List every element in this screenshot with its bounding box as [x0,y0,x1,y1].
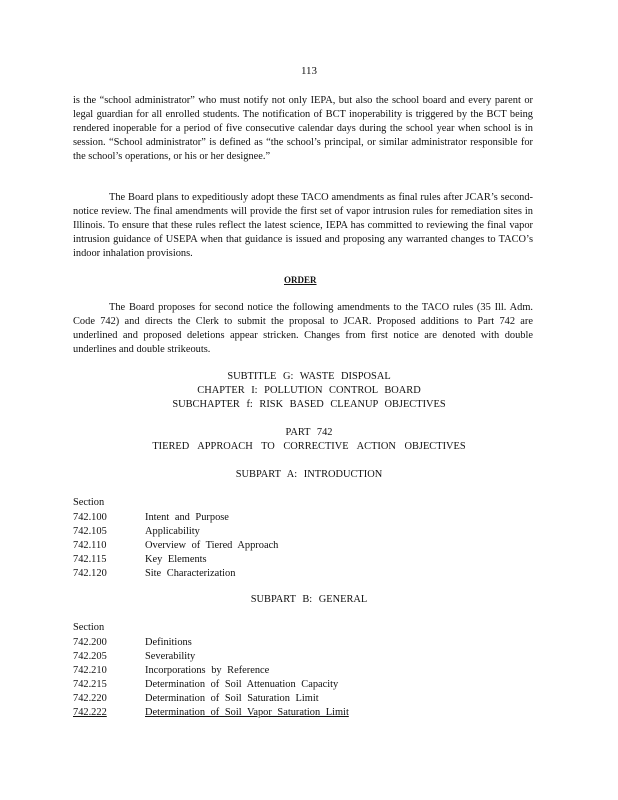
page-number: 113 [300,65,318,77]
section-title: Definitions [145,637,192,648]
section-title: Key Elements [145,554,207,565]
toc-row [73,664,373,678]
section-number: 742.110 [73,540,107,551]
section-title: Overview of Tiered Approach [145,540,279,551]
subtitle-heading: SUBTITLE G: WASTE DISPOSAL [227,371,391,382]
section-title: Incorporations by Reference [145,665,270,676]
subpart-b-heading: SUBPART B: GENERAL [250,594,368,605]
subchapter-heading: SUBCHAPTER f: RISK BASED CLEANUP OBJECTIVES [172,399,446,410]
toc-row [73,567,373,581]
body-paragraph-3: The Board proposes for second notice the following amendments to the TACO rules (35 Ill. Adm. Code 742) and directs the Clerk to submit the proposal to JCAR. Proposed additions to Part 742 are underlined and proposed deletions appear stricken. Changes from first notice are denoted with double underlines and double strikeouts. [73,302,533,355]
section-number: 742.200 [73,637,107,648]
section-number: 742.205 [73,651,107,662]
section-title: Intent and Purpose [145,512,229,523]
section-title: Determination of Soil Saturation Limit [145,693,319,704]
subpart-a-section-label: Section [73,497,105,508]
body-paragraph-1: is the “school administrator” who must notify not only IEPA, but also the school board and every parent or legal guardian for all enrolled students. The notification of BCT inoperability is triggered by the BCT being rendered inoperable for a period of five consecutive calendar days during the school year when school is in session. “School administrator” is defined as “the school’s principal, or similar administrator responsible for the school’s operations, or his or her designee.” [73,95,533,162]
subpart-b-toc [73,636,373,720]
toc-row [73,525,373,539]
section-number: 742.120 [73,568,107,579]
toc-row [73,511,373,525]
part-title-heading: TIERED APPROACH TO CORRECTIVE ACTION OBJECTIVES [152,441,466,452]
section-title: Severability [145,651,196,662]
section-number: 742.215 [73,679,107,690]
section-number: 742.210 [73,665,107,676]
section-title: Site Characterization [145,568,236,579]
body-paragraph-2: The Board plans to expeditiously adopt these TACO amendments as final rules after JCAR’s second-notice review. The final amendments will provide the first set of vapor intrusion rules for remediation sites in Illinois. To ensure that these rules reflect the latest science, IEPA has committed to reviewing the final vapor intrusion guidance of USEPA when that guidance is issued and proposing any warranted changes to TACO’s indoor inhalation provisions. [73,192,533,259]
section-title: Determination of Soil Vapor Saturation Limit [145,707,349,718]
subpart-a-heading: SUBPART A: INTRODUCTION [235,469,383,480]
toc-row [73,650,373,664]
chapter-heading: CHAPTER I: POLLUTION CONTROL BOARD [197,385,421,396]
toc-row [73,678,373,692]
toc-row [73,692,373,706]
section-number: 742.100 [73,512,107,523]
subpart-a-toc [73,511,373,581]
section-number: 742.222 [73,707,107,718]
section-number: 742.105 [73,526,107,537]
toc-row [73,539,373,553]
toc-row [73,553,373,567]
section-number: 742.220 [73,693,107,704]
subpart-b-section-label: Section [73,622,105,633]
section-title: Determination of Soil Attenuation Capacity [145,679,339,690]
part-heading: PART 742 [285,427,333,438]
toc-row [73,706,373,720]
section-title: Applicability [145,526,200,537]
section-number: 742.115 [73,554,107,565]
order-heading: ORDER [284,275,317,285]
toc-row [73,636,373,650]
